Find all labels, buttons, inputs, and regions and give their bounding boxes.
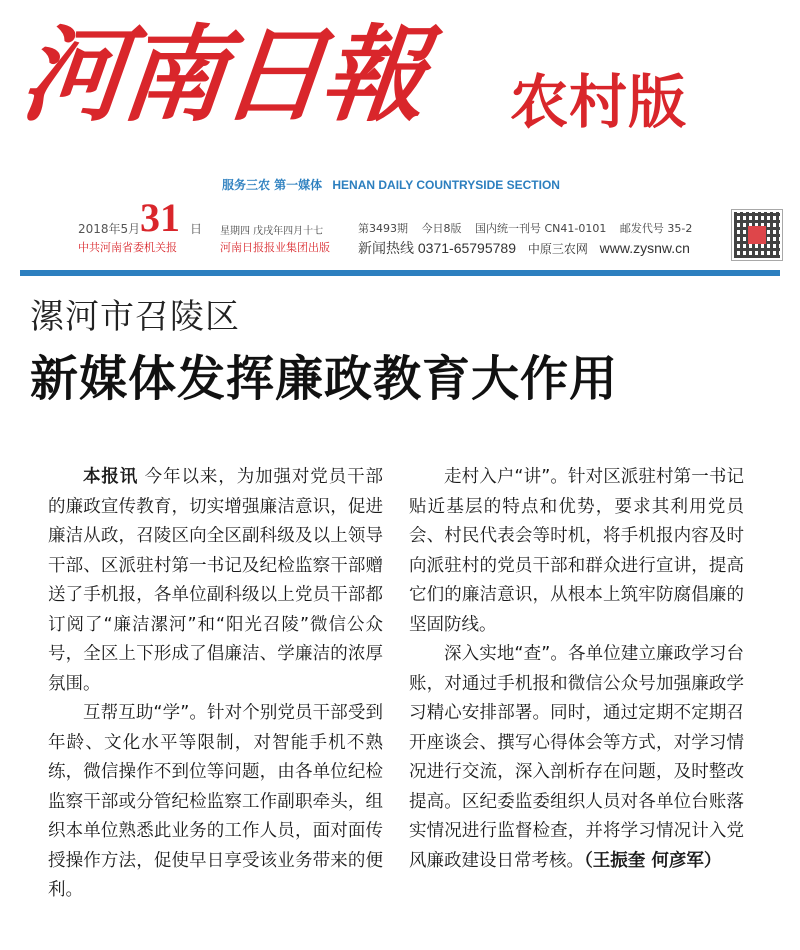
issue-number: 第3493期 — [358, 222, 408, 235]
date-day: 31 — [140, 195, 180, 240]
paragraph: 互帮互助“学”。针对个别党员干部受到年龄、文化水平等限制，对智能手机不熟练，微信操作不到位等问题，由各单位纪检监察干部或分管纪检监察工作副职牵头，组织本单位熟悉此业务的工作人员，面对面传授操作方法，促使早日享受该业务带来的便利。 — [48, 703, 383, 900]
article-column-left — [48, 463, 383, 906]
tagline-english: HENAN DAILY COUNTRYSIDE SECTION — [332, 178, 560, 192]
edition-name: 农村版 — [510, 68, 688, 136]
article-column-right — [409, 463, 744, 876]
newspaper-title: 河南日報 — [15, 13, 429, 136]
paragraph: 走村入户“讲”。针对区派驻村第一书记贴近基层的特点和优势，要求其利用党员会、村民代表会等时机，将手机报内容及时向派驻村的党员干部和群众进行宣讲，提高它们的廉洁意识，从根本上筑牢防腐倡廉的坚固防线。 — [409, 467, 744, 635]
lunar-date: 星期四 戊戌年四月十七 — [220, 226, 324, 237]
site-url: www.zysnw.cn — [599, 240, 690, 256]
paragraph-text: 深入实地“查”。各单位建立廉政学习台账，对通过手机报和微信公众号加强廉政学习精心安排部署。同时，通过定期不定期召开座谈会、撰写心得体会等方式，对学习情况进行交流，深入剖析存在问题，及时整改提高。区纪委监委组织人员对各单位台账落实情况进行监督检查，并将学习情况计入党风廉政建设日常考核。 — [409, 644, 744, 871]
article-body — [48, 463, 782, 933]
paragraph-text: 今年以来，为加强对党员干部的廉政宣传教育，切实增强廉洁意识，促进廉洁从政，召陵区向全区副科级及以上领导干部、区派驻村第一书记及纪检监察干部赠送了手机报，各单位副科级以上党员干部都订阅了“廉洁漯河”和“阳光召陵”微信公众号，全区上下形成了倡廉洁、学廉洁的浓厚氛围。 — [48, 467, 384, 694]
article-headline: 新媒体发挥廉政教育大作用 — [30, 351, 619, 407]
issue-info — [358, 220, 702, 236]
qr-code-icon — [732, 210, 782, 260]
news-hotline: 新闻热线 0371-65795789 — [358, 240, 516, 256]
info-bar — [20, 195, 780, 260]
postal-code: 邮发代号 35-2 — [619, 222, 693, 235]
tagline-brand: 服务三农 第一媒体 — [222, 178, 323, 192]
masthead — [0, 0, 800, 200]
masthead-rule — [20, 270, 780, 276]
paragraph — [48, 463, 383, 699]
article-kicker: 漯河市召陵区 — [30, 297, 240, 337]
party-organ: 中共河南省委机关报 — [78, 241, 177, 254]
publisher: 河南日报报业集团出版 — [220, 241, 330, 254]
site-name: 中原三农网 — [527, 242, 588, 256]
cn-number: 国内统一刊号 CN41-0101 — [475, 222, 607, 235]
page-count: 今日8版 — [421, 222, 462, 235]
paragraph — [409, 640, 744, 876]
date-day-suffix: 日 — [190, 222, 203, 236]
tagline — [222, 175, 782, 195]
byline: （王振奎 何彦军） — [584, 850, 722, 871]
contact-info — [358, 238, 698, 258]
dateline-lead: 本报讯 — [83, 467, 139, 487]
date-year-month: 2018年5月 — [78, 222, 141, 236]
